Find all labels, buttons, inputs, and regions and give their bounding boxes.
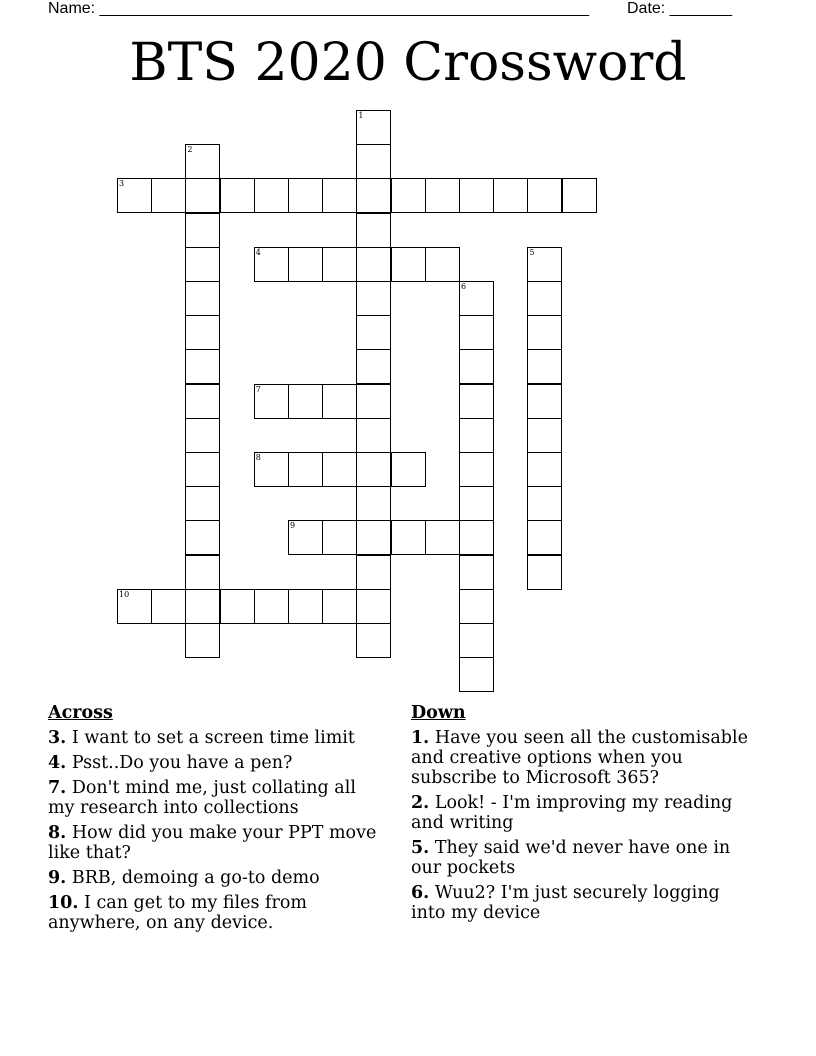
grid-cell[interactable] <box>254 178 289 213</box>
clue-number: 9 <box>290 521 296 531</box>
clue-item-text: Wuu2? I'm just securely logging into my device <box>411 883 720 923</box>
grid-cell[interactable] <box>356 520 391 555</box>
grid-cell[interactable] <box>356 281 391 316</box>
grid-cell[interactable] <box>185 418 220 453</box>
date-field[interactable]: Date: _______ <box>627 0 732 17</box>
grid-cell[interactable] <box>322 589 357 624</box>
clue-item-number: 10. <box>48 893 79 913</box>
grid-cell[interactable] <box>562 178 597 213</box>
grid-cell[interactable] <box>527 247 562 282</box>
clue-item-text: Don't mind me, just collating all my research into collections <box>48 778 356 818</box>
name-field[interactable]: Name: _______________________________________________________ <box>48 0 589 17</box>
grid-cell[interactable] <box>185 315 220 350</box>
grid-cell[interactable] <box>220 178 255 213</box>
grid-cell[interactable] <box>322 452 357 487</box>
grid-cell[interactable] <box>288 247 323 282</box>
grid-cell[interactable] <box>527 315 562 350</box>
grid-cell[interactable] <box>322 520 357 555</box>
grid-cell[interactable] <box>391 247 426 282</box>
grid-cell[interactable] <box>391 520 426 555</box>
grid-cell[interactable] <box>185 486 220 521</box>
grid-cell[interactable] <box>185 281 220 316</box>
grid-cell[interactable] <box>527 520 562 555</box>
grid-cell[interactable] <box>254 247 289 282</box>
clue-number: 10 <box>119 589 130 599</box>
across-heading: Across <box>48 703 113 723</box>
clue-item-text: I want to set a screen time limit <box>66 728 355 748</box>
grid-cell[interactable] <box>322 384 357 419</box>
clue-item-number: 1. <box>411 728 430 748</box>
clue-item-text: I can get to my files from anywhere, on any device. <box>48 893 308 933</box>
grid-cell[interactable] <box>459 589 494 624</box>
clue-number: 8 <box>255 453 261 462</box>
clue-item-text: Have you seen all the customisable and creative options when you subscribe to Microsoft 365? <box>411 728 748 788</box>
page-title: BTS 2020 Crossword <box>129 33 687 93</box>
grid-cell[interactable] <box>527 452 562 487</box>
grid-cell[interactable] <box>254 452 289 487</box>
grid-cell[interactable] <box>459 384 494 419</box>
grid-cell[interactable] <box>459 657 494 692</box>
grid-cell[interactable] <box>185 623 220 658</box>
grid-cell[interactable] <box>151 178 186 213</box>
grid-cell[interactable] <box>322 178 357 213</box>
grid-cell[interactable] <box>356 623 391 658</box>
grid-cell[interactable] <box>527 384 562 419</box>
clue-item <box>48 778 378 818</box>
clue-item-number: 9. <box>48 868 67 888</box>
grid-cell[interactable] <box>527 486 562 521</box>
clue-item <box>48 823 378 863</box>
grid-cell[interactable] <box>185 144 220 179</box>
grid-cell[interactable] <box>185 247 220 282</box>
grid-cell[interactable] <box>185 589 220 624</box>
grid-cell[interactable] <box>356 349 391 384</box>
grid-cell[interactable] <box>356 178 391 213</box>
grid-cell[interactable] <box>356 486 391 521</box>
grid-cell[interactable] <box>459 349 494 384</box>
grid-cell[interactable] <box>459 520 494 555</box>
grid-cell[interactable] <box>185 213 220 248</box>
grid-cell[interactable] <box>459 418 494 453</box>
clue-item-number: 3. <box>48 728 67 748</box>
clue-item <box>411 883 756 923</box>
grid-cell[interactable] <box>527 418 562 453</box>
clue-item <box>48 728 378 748</box>
down-heading: Down <box>411 703 466 723</box>
clue-item-number: 5. <box>411 838 430 858</box>
grid-cell[interactable] <box>185 452 220 487</box>
across-clue-list <box>48 728 378 933</box>
clue-item <box>411 728 756 788</box>
grid-cell[interactable] <box>356 589 391 624</box>
grid-cell[interactable] <box>527 281 562 316</box>
grid-cell[interactable] <box>459 315 494 350</box>
clue-number: 7 <box>255 384 261 394</box>
grid-cell[interactable] <box>459 178 494 213</box>
clue-item-text: Psst..Do you have a pen? <box>66 753 293 773</box>
grid-cell[interactable] <box>220 589 255 624</box>
clue-item-text: They said we'd never have one in our pockets <box>411 838 731 878</box>
grid-cell[interactable] <box>151 589 186 624</box>
grid-cell[interactable] <box>425 247 460 282</box>
grid-cell[interactable] <box>356 315 391 350</box>
grid-cell[interactable] <box>288 384 323 419</box>
clue-number: 3 <box>119 179 125 189</box>
grid-cell[interactable] <box>425 520 460 555</box>
across-clues <box>48 702 378 938</box>
clue-number: 2 <box>187 145 193 155</box>
grid-cell[interactable] <box>185 520 220 555</box>
grid-cell[interactable] <box>288 178 323 213</box>
grid-cell[interactable] <box>356 384 391 419</box>
grid-cell[interactable] <box>356 418 391 453</box>
clue-item <box>48 868 378 888</box>
grid-cell[interactable] <box>459 623 494 658</box>
grid-cell[interactable] <box>185 384 220 419</box>
clue-item-number: 6. <box>411 883 430 903</box>
grid-cell[interactable] <box>117 178 152 213</box>
clue-item-text: How did you make your PPT move like that? <box>48 823 377 863</box>
grid-cell[interactable] <box>356 110 391 145</box>
grid-cell[interactable] <box>356 144 391 179</box>
grid-cell[interactable] <box>459 452 494 487</box>
grid-cell[interactable] <box>185 555 220 590</box>
clue-item-number: 2. <box>411 793 430 813</box>
grid-cell[interactable] <box>459 555 494 590</box>
grid-cell[interactable] <box>527 178 562 213</box>
grid-cell[interactable] <box>117 589 152 624</box>
grid-cell[interactable] <box>425 178 460 213</box>
grid-cell[interactable] <box>254 384 289 419</box>
grid-cell[interactable] <box>288 589 323 624</box>
clue-number: 5 <box>529 247 535 257</box>
grid-cell[interactable] <box>288 452 323 487</box>
grid-cell[interactable] <box>254 589 289 624</box>
clue-item-text: Look! - I'm improving my reading and writing <box>411 793 733 833</box>
grid-cell[interactable] <box>356 247 391 282</box>
grid-cell[interactable] <box>185 178 220 213</box>
clue-item <box>48 753 378 773</box>
grid-cell[interactable] <box>459 281 494 316</box>
grid-cell[interactable] <box>391 452 426 487</box>
clue-item-number: 4. <box>48 753 67 773</box>
grid-cell[interactable] <box>356 452 391 487</box>
grid-cell[interactable] <box>356 213 391 248</box>
down-clues <box>411 702 756 928</box>
down-clue-list <box>411 728 756 923</box>
grid-cell[interactable] <box>493 178 528 213</box>
clue-item-number: 8. <box>48 823 67 843</box>
clue-number: 1 <box>358 111 364 120</box>
clue-item-number: 7. <box>48 778 67 798</box>
clue-number: 6 <box>461 282 467 291</box>
grid-cell[interactable] <box>391 178 426 213</box>
clue-number: 4 <box>255 247 261 257</box>
grid-cell[interactable] <box>356 555 391 590</box>
grid-cell[interactable] <box>527 555 562 590</box>
clue-item <box>411 793 756 833</box>
clue-item-text: BRB, demoing a go-to demo <box>66 868 320 888</box>
grid-cell[interactable] <box>459 486 494 521</box>
grid-cell[interactable] <box>322 247 357 282</box>
grid-cell[interactable] <box>185 349 220 384</box>
grid-cell[interactable] <box>527 349 562 384</box>
grid-cell[interactable] <box>288 520 323 555</box>
clue-item <box>411 838 756 878</box>
clue-item <box>48 893 378 933</box>
